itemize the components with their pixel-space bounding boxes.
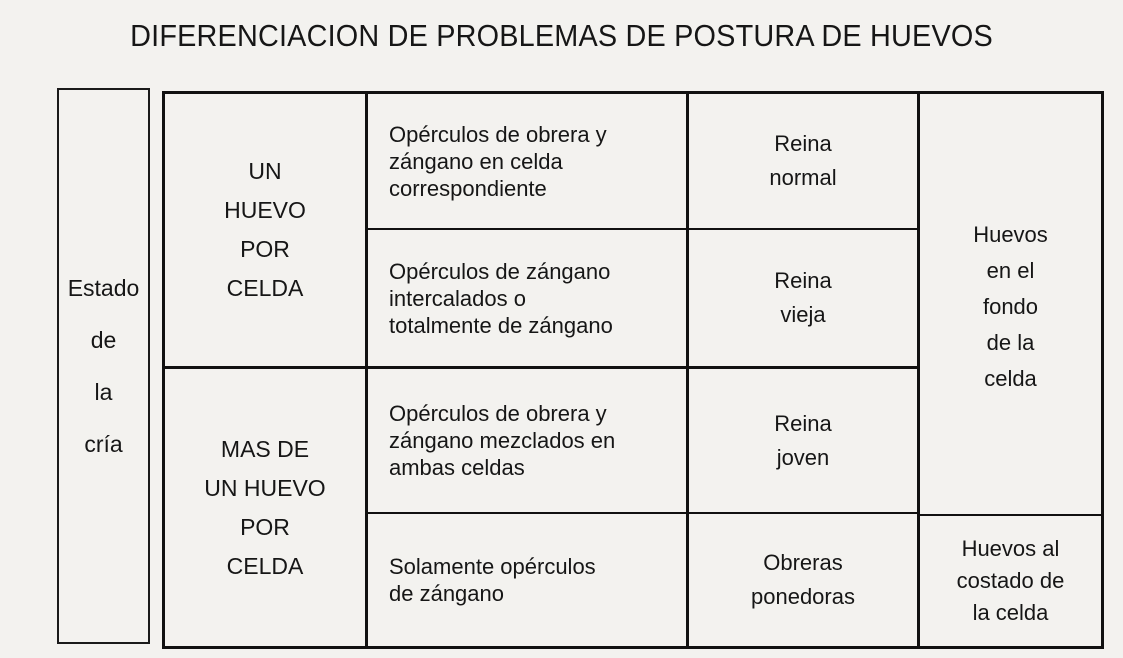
huevos-line: la celda — [972, 600, 1049, 625]
operculos-line: zángano mezclados en — [389, 428, 616, 453]
reina-cell — [689, 230, 917, 366]
classification-table — [162, 91, 1104, 649]
side-label-box — [57, 88, 150, 644]
operculos-cell — [368, 514, 686, 646]
huevos-line: en el — [986, 258, 1035, 283]
group-cell-multi-egg — [165, 369, 365, 646]
operculos-line: Opérculos de zángano — [389, 258, 611, 284]
reina-line: Reina — [774, 131, 832, 156]
huevos-line: fondo — [982, 294, 1039, 319]
operculos-line: zángano en celda — [389, 148, 563, 174]
huevos-line: costado de — [956, 568, 1065, 593]
page-title: DIFERENCIACION DE PROBLEMAS DE POSTURA DE HUEVOS — [130, 18, 993, 53]
reina-line: Obreras — [763, 550, 843, 575]
group-cell-one-egg — [165, 94, 365, 366]
reina-line: ponedoras — [751, 584, 855, 609]
operculos-line: intercalados o — [389, 285, 526, 311]
operculos-line: Solamente opérculos — [389, 554, 596, 579]
huevos-cell — [920, 516, 1101, 646]
side-label — [59, 262, 148, 470]
operculos-line: ambas celdas — [389, 455, 525, 480]
group-label-line: CELDA — [226, 275, 304, 301]
operculos-line: Opérculos de obrera y — [389, 401, 607, 426]
reina-line: Reina — [774, 410, 832, 436]
group-label-line: POR — [240, 236, 290, 262]
operculos-line: correspondiente — [389, 175, 547, 201]
side-label-line: cría — [84, 431, 123, 457]
reina-line: joven — [776, 444, 830, 470]
huevos-line: Huevos al — [961, 536, 1060, 561]
group-label-line: POR — [240, 513, 290, 540]
side-label-line: de — [90, 327, 117, 353]
reina-line: Reina — [774, 268, 832, 293]
huevos-line: de la — [986, 330, 1035, 355]
reina-cell — [689, 94, 917, 228]
reina-line: normal — [769, 165, 837, 190]
side-label-line: Estado — [67, 275, 140, 301]
group-label-line: HUEVO — [224, 197, 306, 223]
huevos-line: celda — [984, 366, 1037, 391]
operculos-cell — [368, 369, 686, 512]
operculos-cell — [368, 94, 686, 228]
operculos-line: de zángano — [389, 581, 504, 606]
huevos-line: Huevos — [973, 222, 1048, 247]
side-label-line: la — [94, 379, 113, 405]
group-label-line: MAS DE — [220, 435, 310, 462]
reina-cell — [689, 369, 917, 512]
group-label-line: UN HUEVO — [204, 474, 326, 501]
operculos-cell — [368, 230, 686, 366]
group-label-line: UN — [248, 158, 282, 184]
operculos-line: Opérculos de obrera y — [389, 121, 607, 147]
group-label-line: CELDA — [226, 552, 304, 579]
reina-cell — [689, 514, 917, 646]
operculos-line: totalmente de zángano — [389, 312, 613, 338]
huevos-cell — [920, 94, 1101, 514]
reina-line: vieja — [780, 302, 826, 327]
